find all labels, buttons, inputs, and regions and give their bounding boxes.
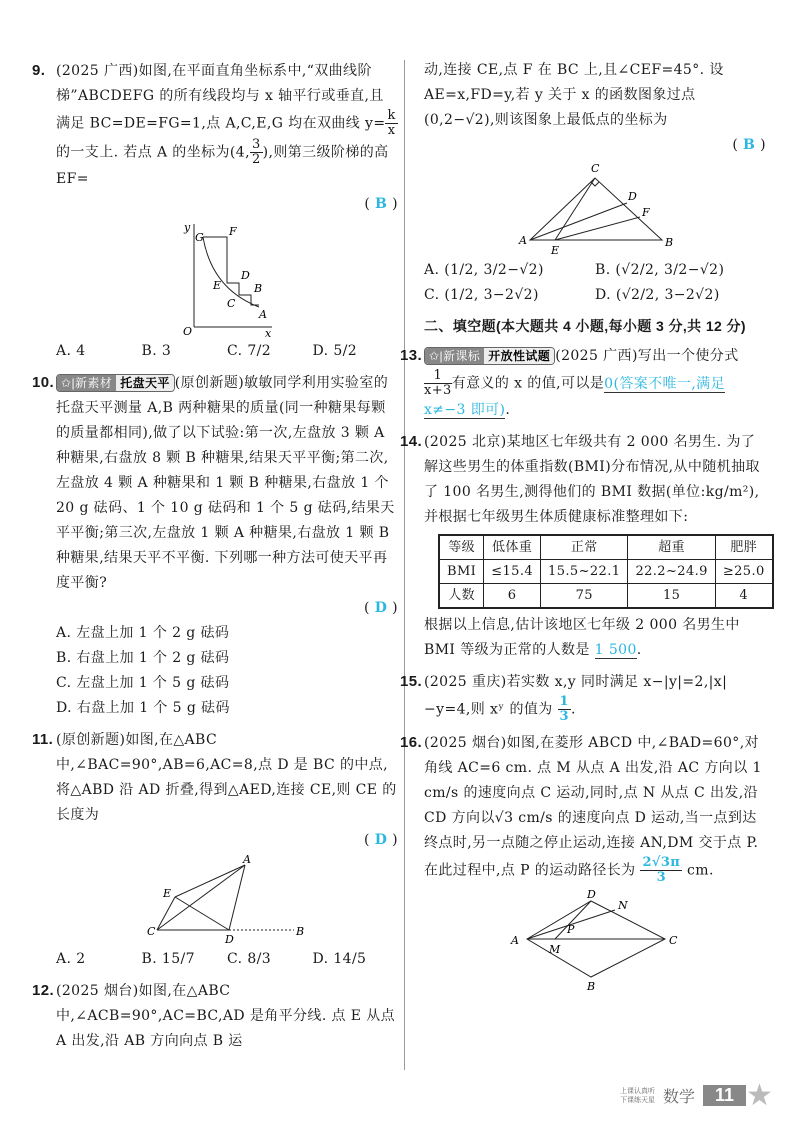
option-d[interactable]: D. 5/2 (312, 343, 358, 359)
svg-text:M: M (549, 943, 561, 956)
option-c[interactable]: C. (1/2, 3−2√2) (424, 287, 539, 303)
svg-text:D: D (241, 269, 251, 282)
answer: B (375, 196, 388, 212)
option-c[interactable]: C. 左盘上加 1 个 5 g 砝码 (56, 675, 230, 691)
svg-text:D: D (225, 933, 235, 945)
page-footer (620, 1078, 773, 1113)
option-d[interactable]: D. 14/5 (312, 951, 367, 967)
svg-text:O: O (183, 325, 193, 337)
question-12-part2: 动,连接 CE,点 F 在 BC 上,且∠CEF=45°. 设 AE=x,FD=y,若 y 关于 x 的函数图象过点(0,2−√2),则该图象上最低点的坐标为 ( B ) C D F A E B A. (1/2, 3/2−√2) B. (√2/2, 3/2−√2) C. (1/2, 3−2√2) D. (√2/2, 3−2√2) (424, 58, 766, 308)
q16-figure (505, 887, 685, 991)
option-c[interactable]: C. 7/2 (227, 343, 272, 359)
left-column (32, 58, 398, 1060)
svg-text:E: E (551, 244, 560, 256)
question-10: 10. ✩|新素材 托盘天平 (原创新题)敏敏同学利用实验室的托盘天平测量 A,B 两种糖果的质量(同一种糖果每颗的质量都相同),做了以下试验:第一次,左盘放 3 颗 A 种糖果,右盘放 8 颗 B 种糖果,结果天平平衡;第二次,左盘放 4 颗 A 种糖果和 1 颗 B 种糖果,右盘放 1 个 20 g 砝码、1 个 10 g 砝码和 1 个 5 g 砝码,结果天平平衡;第三次,左盘放 1 颗 A 种糖果,右盘放 1 颗 B 种糖果,结果天平不平衡. 下列哪一种方法可使天平再度平衡? ( D ) A. 左盘上加 1 个 2 g 砝码 B. 右盘上加 1 个 2 g 砝码 C. 左盘上加 1 个 5 g 砝码 D. 右盘上加 1 个 5 g 砝码 (56, 370, 398, 721)
q11-options (56, 947, 398, 972)
fraction: $\frac{1}{x+3}$ (424, 368, 452, 398)
q11-figure (147, 855, 307, 945)
tag: ✩|新课标 开放性试题 (424, 347, 555, 365)
svg-text:F: F (229, 225, 238, 238)
option-c[interactable]: C. 8/3 (227, 951, 272, 967)
svg-text:x: x (265, 327, 272, 337)
svg-text:D: D (628, 190, 638, 203)
table-row: 人数 6 75 15 4 (439, 584, 773, 609)
question-14: 14. (2025 北京)某地区七年级共有 2 000 名男生. 为了解这些男生的体重指数(BMI)分布情况,从中随机抽取了 100 名男生,测得他们的 BMI 数据(单位:kg/m²),并根据七年级男生体质健康标准整理如下: 等级 低体重 正常 超重 肥胖 BMI ≤15.4 15.5~22.1 22.2~24.9 ≥25.0 人数 6 75 15 4 根据以上信息,估计该地区七年级 2 000 名男生中 BMI 等级为正常的人数是 1 500. (424, 429, 766, 663)
svg-text:B: B (587, 980, 596, 991)
answer: D (374, 832, 388, 848)
answer: D (374, 600, 388, 616)
answer: B (743, 137, 756, 153)
answer: $\frac{2√3\pi}{3}$ (642, 855, 681, 885)
bmi-table (438, 534, 774, 609)
svg-text:A: A (519, 234, 528, 247)
option-a[interactable]: A. 4 (56, 343, 86, 359)
table-row: 等级 低体重 正常 超重 肥胖 (439, 535, 773, 560)
svg-text:C: C (591, 162, 600, 175)
option-b[interactable]: B. (√2/2, 3/2−√2) (595, 262, 725, 278)
right-column (400, 58, 766, 997)
option-d[interactable]: D. (√2/2, 3−2√2) (595, 287, 720, 303)
fraction: $\frac{k}{x}$ (387, 108, 396, 138)
option-b[interactable]: B. 3 (141, 343, 172, 359)
q9-options (56, 339, 398, 364)
q9-figure (167, 219, 287, 337)
q12-figure (515, 160, 675, 256)
svg-text:C: C (227, 297, 236, 310)
tag: ✩|新素材 托盘天平 (56, 374, 175, 392)
svg-text:A: A (243, 855, 252, 866)
svg-text:E: E (163, 887, 172, 900)
option-b[interactable]: B. 右盘上加 1 个 2 g 砝码 (56, 650, 230, 666)
option-a[interactable]: A. 左盘上加 1 个 2 g 砝码 (56, 625, 230, 641)
subject-label: 数学 (663, 1089, 696, 1106)
option-d[interactable]: D. 右盘上加 1 个 5 g 砝码 (56, 700, 230, 716)
svg-text:D: D (587, 888, 597, 901)
svg-text:P: P (567, 923, 575, 936)
star-mascot-icon: ★ (746, 1079, 773, 1112)
option-a[interactable]: A. 2 (56, 951, 86, 967)
page-number: 11 (703, 1085, 746, 1106)
answer: 0(答案不唯一,满足 x≠−3 即可) (424, 375, 725, 418)
question-12-part1: 12. (2025 烟台)如图,在△ABC 中,∠ACB=90°,AC=BC,AD 是角平分线. 点 E 从点 A 出发,沿 AB 方向向点 B 运 (32, 982, 396, 1049)
answer: 1 500 (594, 642, 637, 658)
svg-text:y: y (184, 221, 191, 234)
svg-text:F: F (642, 206, 651, 219)
question-13: 13. ✩|新课标 开放性试题 (2025 广西)写出一个使分式 $\frac{1}{x+3}$ 有意义的 x 的值,可以是0(答案不唯一,满足 x≠−3 即可). (400, 347, 739, 418)
section-heading: 二、填空题(本大题共 4 小题,每小题 3 分,共 12 分) (424, 318, 746, 334)
fraction: $\frac{3}{2}$ (251, 137, 261, 167)
footer-slogan: 上课认真听 下课练天星 (620, 1087, 655, 1104)
svg-text:B: B (296, 925, 305, 938)
question-11: 11. (原创新题)如图,在△ABC 中,∠BAC=90°,AB=6,AC=8,点 D 是 BC 的中点,将△ABD 沿 AD 折叠,得到△AED,连接 CE,则 CE 的长度为 ( D ) A E C D B A. 2 B. 15/7 C. 8/3 D. 14/5 (56, 727, 398, 972)
option-b[interactable]: B. 15/7 (141, 951, 195, 967)
svg-text:N: N (618, 899, 629, 912)
question-15: 15. (2025 重庆)若实数 x,y 同时满足 x−|y|=2,|x|−y=4,则 xʸ 的值为 $\frac{1}{3}$ . (400, 673, 728, 724)
svg-text:B: B (254, 282, 263, 295)
answer: $\frac{1}{3}$ (559, 694, 569, 724)
option-a[interactable]: A. (1/2, 3/2−√2) (424, 262, 544, 278)
svg-text:B: B (665, 236, 674, 249)
column-divider (404, 60, 405, 1070)
q12-options-row1 (424, 258, 766, 283)
svg-text:A: A (511, 934, 520, 947)
table-row: BMI ≤15.4 15.5~22.1 22.2~24.9 ≥25.0 (439, 560, 773, 584)
q12-options-row2 (424, 283, 766, 308)
svg-text:C: C (669, 934, 678, 947)
svg-text:C: C (147, 925, 156, 938)
svg-text:G: G (195, 231, 205, 244)
svg-text:A: A (259, 308, 268, 321)
question-9: 9. (2025 广西)如图,在平面直角坐标系中,“双曲线阶梯”ABCDEFG 的所有线段均与 x 轴平行或垂直,且满足 BC=DE=FG=1,点 A,C,E,G 均在双曲线 y= $\frac{k}{x}$ 的一支上. 若点 A 的坐标为(4, $\frac{3}{2}$ ),则第三级阶梯的高 EF= ( B ) y G F D E B C A O x A. 4 B. 3 C. 7/2 D. 5/2 (56, 58, 398, 364)
question-16: 16. (2025 烟台)如图,在菱形 ABCD 中,∠BAD=60°,对角线 AC=6 cm. 点 M 从点 A 出发,沿 AC 方向以 1 cm/s 的速度向点 C 运动,同时,点 N 从点 C 出发,沿 CD 方向以√3 cm/s 的速度向点 D 运动,当一点到达终点时,另一点随之停止运动,连接 AN,DM 交于点 P. 在此过程中,点 P 的运动路径长为 $\frac{2√3\pi}{3}$ cm. D N P A M C B (400, 734, 762, 991)
svg-text:E: E (213, 279, 222, 292)
